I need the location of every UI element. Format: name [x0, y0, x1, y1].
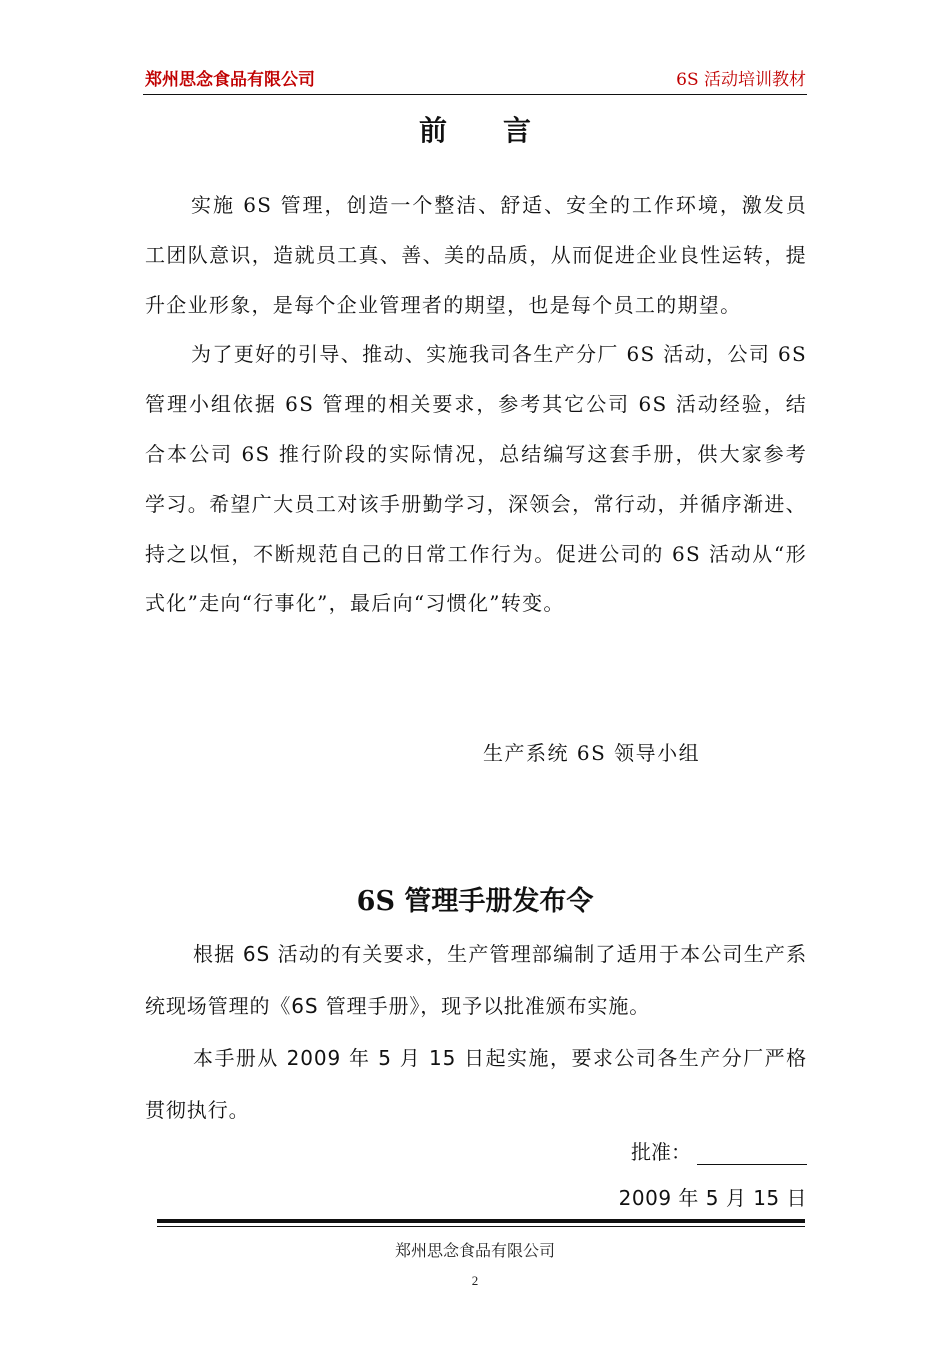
header-document-title: 6S 活动培训教材	[676, 70, 806, 90]
footer-divider-thick	[157, 1219, 805, 1223]
preface-paragraph: 为了更好的引导、推动、实施我司各生产分厂 6S 活动，公司 6S 管理小组依据 6S 管理的相关要求，参考其它公司 6S 活动经验，结合本公司 6S 推行阶段的实际情况，总结编写这套手册，供大家参考学习。希望广大员工对该手册勤学习，深领会，常行动，并循序渐进、持之以恒，不断规范自己的日常工作行为。促进公司的 6S 活动从“形式化”走向“行事化”，最后向“习惯化”转变。	[145, 342, 807, 616]
order-paragraph: 根据 6S 活动的有关要求，生产管理部编制了适用于本公司生产系统现场管理的《6S 管理手册》，现予以批准颁布实施。	[145, 942, 807, 1018]
order-body	[145, 928, 807, 1136]
page-number: 2	[471, 1273, 479, 1288]
approve-signature-blank	[697, 1140, 807, 1165]
footer-divider-thin	[157, 1226, 805, 1227]
order-title: 6S 管理手册发布令	[356, 886, 594, 917]
preface-paragraph: 实施 6S 管理，创造一个整洁、舒适、安全的工作环境，激发员工团队意识，造就员工真、善、美的品质，从而促进企业良性运转，提升企业形象，是每个企业管理者的期望，也是每个员工的期望。	[145, 193, 807, 317]
order-paragraph: 本手册从 2009 年 5 月 15 日起实施，要求公司各生产分厂严格贯彻执行。	[145, 1046, 807, 1122]
preface-body	[145, 181, 807, 629]
preface-signature: 生产系统 6S 领导小组	[483, 741, 701, 765]
footer-company-name: 郑州思念食品有限公司	[394, 1241, 555, 1260]
approval-line	[631, 1132, 807, 1172]
preface-title: 前言	[418, 114, 587, 147]
order-date: 2009 年 5 月 15 日	[618, 1186, 807, 1210]
approve-label: 批准：	[631, 1140, 691, 1164]
header-company-name: 郑州思念食品有限公司	[145, 70, 315, 90]
header-divider	[143, 94, 807, 95]
